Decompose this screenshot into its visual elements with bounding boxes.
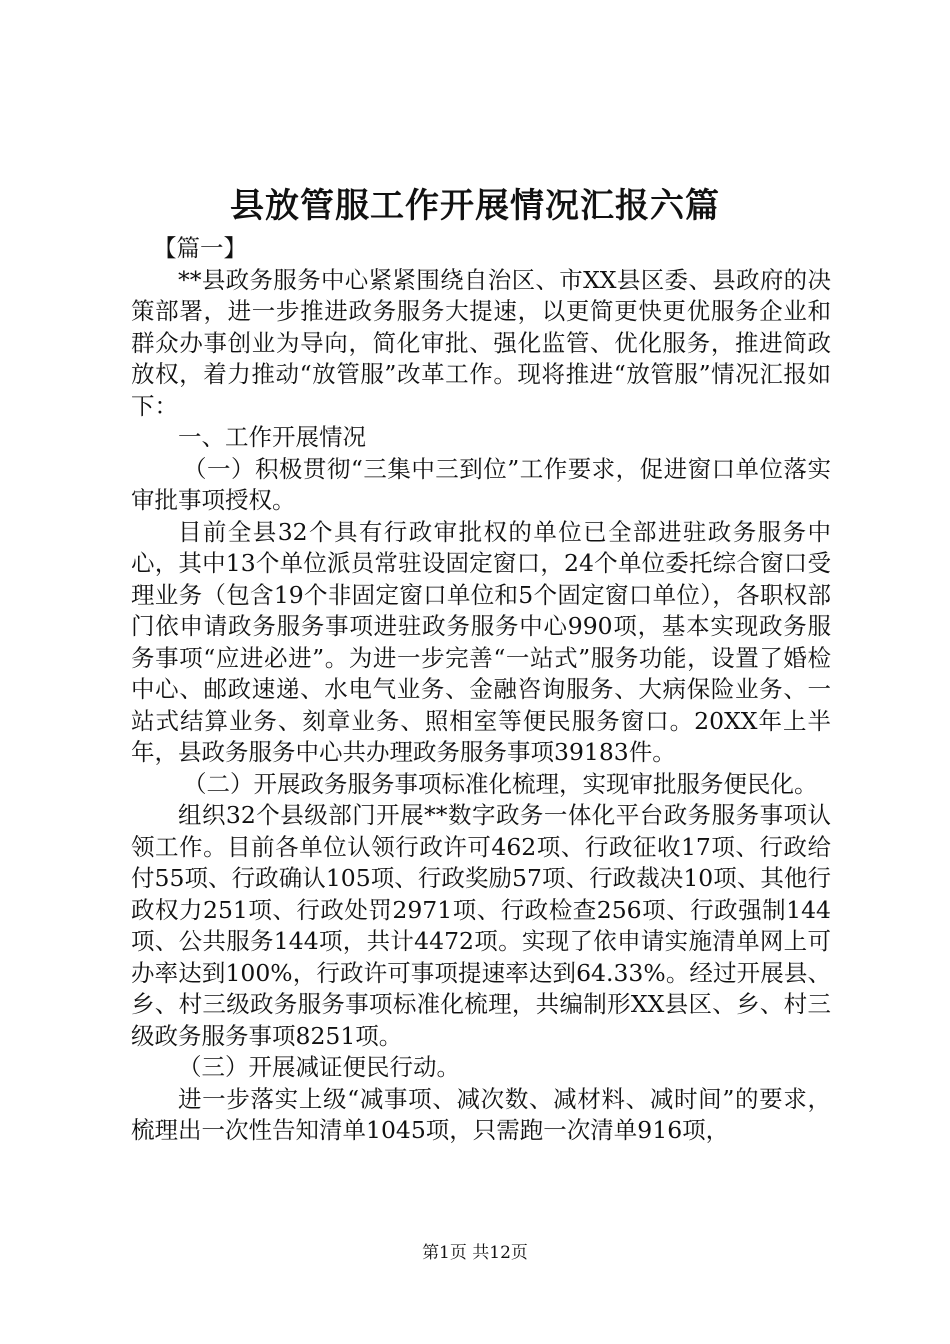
paragraph-1: 目前全县32个具有行政审批权的单位已全部进驻政务服务中心，其中13个单位派员常驻设固定窗口，24个单位委托综合窗口受理业务（包含19个非固定窗口单位和5个固定窗口单位），各职权部门依申请政务服务事项进驻政务服务中心990项，基本实现政务服务事项“应进必进”。为进一步完善“一站式”服务功能，设置了婚检中心、邮政速递、水电气业务、金融咨询服务、大病保险业务、一站式结算业务、刻章业务、照相室等便民服务窗口。20XX年上半年，县政务服务中心共办理政务服务事项39183件。 (131, 517, 831, 766)
section-label: 【篇一】 (153, 234, 247, 262)
paragraph-3: 进一步落实上级“减事项、减次数、减材料、减时间”的要求，梳理出一次性告知清单1045项，只需跑一次清单916项， (131, 1084, 831, 1144)
paragraph-intro: **县政务服务中心紧紧围绕自治区、市XX县区委、县政府的决策部署，进一步推进政务服务大提速，以更简更快更优服务企业和群众办事创业为导向，简化审批、强化监管、优化服务，推进简政放权，着力推动“放管服”改革工作。现将推进“放管服”情况汇报如下： (131, 265, 831, 420)
subheading-1: （一）积极贯彻“三集中三到位”工作要求，促进窗口单位落实审批事项授权。 (131, 454, 831, 514)
document-body (131, 233, 831, 1147)
subheading-2: （二）开展政务服务事项标准化梳理，实现审批服务便民化。 (183, 769, 818, 798)
page-footer: 第1页 共12页 (422, 1243, 528, 1263)
subheading-3: （三）开展减证便民行动。 (178, 1053, 460, 1081)
heading-work-status: 一、工作开展情况 (178, 423, 366, 451)
paragraph-2: 组织32个县级部门开展**数字政务一体化平台政务服务事项认领工作。目前各单位认领行政许可462项、行政征收17项、行政给付55项、行政确认105项、行政奖励57项、行政裁决10项、其他行政权力251项、行政处罚2971项、行政检查256项、行政强制144项、公共服务144项，共计4472项。实现了依申请实施清单网上可办率达到100%，行政许可事项提速率达到64.33%。经过开展县、乡、村三级政务服务事项标准化梳理，共编制形XX县区、乡、村三级政务服务事项8251项。 (131, 801, 831, 1050)
document-title: 县放管服工作开展情况汇报六篇 (230, 186, 720, 226)
